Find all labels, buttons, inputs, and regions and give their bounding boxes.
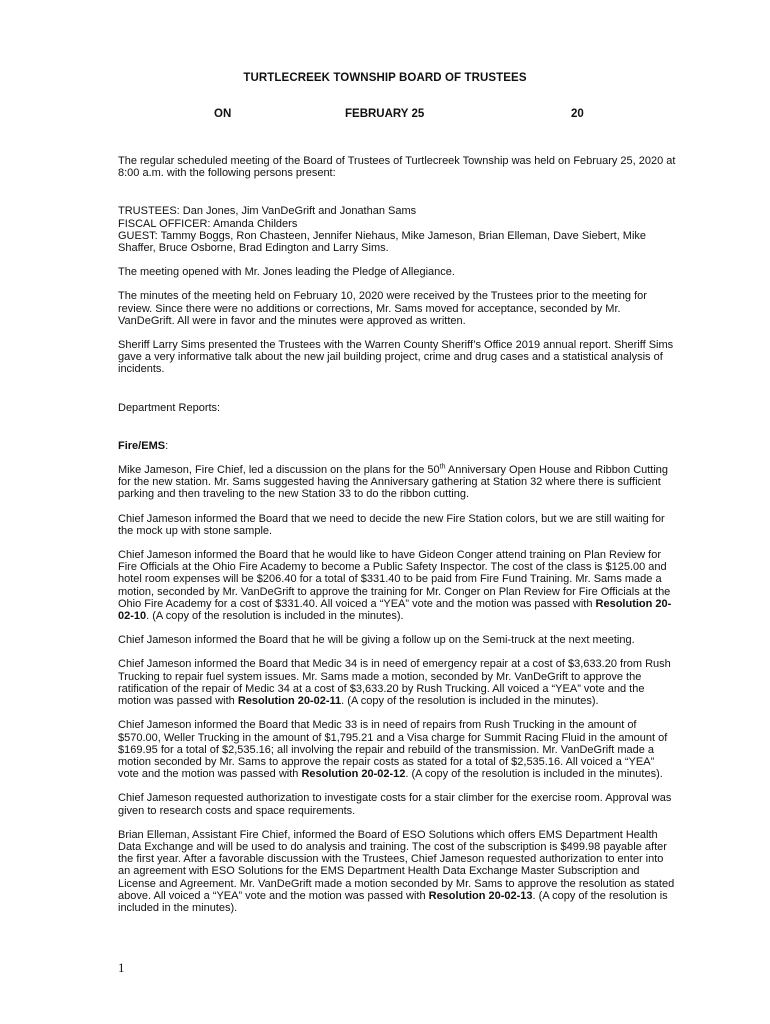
p6-text-b: . (A copy of the resolution is included in the minutes).: [405, 768, 663, 781]
resolution-20-02-11: Resolution 20-02-11: [237, 695, 342, 708]
p8-text-a: Brian Elleman, Assistant Fire Chief, informed the Board of ESO Solutions which offers EMS Department Health Data Exchange and will be used to do analysis and training. The cost of the subscription is $499.98 payable after the first year. After a favorable discussion with the Trustees, Chief Jameson requested authorization to enter into an agreement with ESO Solutions for the EMS Department Health Data Exchange Master Subscription and License and Agreement. Mr. VanDeGrift made a motion seconded by Mr. Sams to approve the resolution as stated above. All voiced a “YEA” vote and the motion was passed with: [118, 828, 675, 902]
p1-superscript: th: [439, 463, 446, 471]
fire-ems-heading-text: Fire/EMS: [118, 439, 166, 452]
date-on: ON: [214, 108, 232, 120]
p6-text-a: Chief Jameson informed the Board that Medic 33 is in need of repairs from Rush Trucking in the amount of $570.00, Weller Trucking in the amount of $1,795.21 and a Visa charge for Summit Racing Fluid in the amount of $169.95 for a total of $2,535.16; all involving the repair and rebuild of the transmission. Mr. VanDeGrift made a motion seconded by Mr. Sams to approve the repair costs as stated for a total of $2,535.16. All voiced a “YEA” vote and the motion was passed with: [118, 719, 668, 781]
p8-text-b: . (A copy of the resolution is included in the minutes).: [118, 889, 668, 914]
attendees-block: [118, 205, 678, 254]
resolution-20-02-12: Resolution 20-02-12: [301, 768, 406, 781]
p1-text-a: Mike Jameson, Fire Chief, led a discussion on the plans for the 50: [118, 464, 440, 477]
sheriff-paragraph: Sheriff Larry Sims presented the Trustees with the Warren County Sheriff’s Office 2019 annual report. Sheriff Sims gave a very informative talk about the new jail building project, crime and drug cases and a statistical analysis of incidents.: [118, 339, 674, 376]
minutes-paragraph: The minutes of the meeting held on February 10, 2020 were received by the Trustees prior to the meeting for review. Since there were no additions or corrections, Mr. Sams moved for acceptance, seconded by Mr. VanDeGrift. All were in favor and the minutes were approved as written.: [118, 290, 647, 327]
trustees-line: TRUSTEES: Dan Jones, Jim VanDeGrift and Jonathan Sams: [118, 205, 417, 218]
p1-text-b: Anniversary Open House and Ribbon Cutting for the new station. Mr. Sams suggested having the Anniversary gathering at Station 32 where there is sufficient parking and then traveling to the new Station 33 to do the ribbon cutting.: [118, 464, 669, 501]
p5-text-a: Chief Jameson informed the Board that Medic 34 is in need of emergency repair at a cost of $3,633.20 from Rush Trucking to repair fuel system issues. Mr. Sams made a motion, seconded by Mr. VanDeGrift to approve the ratification of the repair of Medic 34 at a cost of $3,633.20 by Rush Trucking. All voiced a “YEA” vote and the motion was passed with: [118, 658, 671, 708]
opening-paragraph: The meeting opened with Mr. Jones leading the Pledge of Allegiance.: [118, 266, 455, 279]
fiscal-officer-line: FISCAL OFFICER: Amanda Childers: [118, 217, 298, 230]
fire-ems-paragraph-6: [118, 719, 678, 780]
fire-ems-paragraph-8: [118, 829, 678, 914]
intro-paragraph: The regular scheduled meeting of the Board of Trustees of Turtlecreek Township was held on February 25, 2020 at 8:00 a.m. with the following persons present:: [118, 155, 676, 180]
p3-text-a: Chief Jameson informed the Board that he would like to have Gideon Conger attend training on Plan Review for Fire Officials at the Ohio Fire Academy to become a Public Safety Inspector. The cost of the class is $125.00 and hotel room expenses will be $206.40 for a total of $331.40 to be paid from Fire Fund Training. Mr. Sams made a motion, seconded by Mr. VanDeGrift to approve the training for Mr. Conger on Plan Review for Fire Officials at the Ohio Fire Academy for a cost of $331.40. All voiced a “YEA” vote and the motion was passed with: [118, 549, 671, 610]
fire-ems-paragraph-4: Chief Jameson informed the Board that he will be giving a follow up on the Semi-truck at the next meeting.: [118, 634, 635, 647]
p5-text-b: . (A copy of the resolution is included in the minutes).: [341, 695, 599, 708]
resolution-20-02-13: Resolution 20-02-13: [428, 889, 533, 902]
date-year: 20: [571, 108, 584, 120]
fire-ems-heading-colon: :: [165, 439, 169, 452]
fire-ems-paragraph-7: Chief Jameson requested authorization to investigate costs for a stair climber for the exercise room. Approval was given to research costs and space requirements.: [118, 792, 672, 817]
page-number: 1: [118, 960, 125, 975]
fire-ems-paragraph-5: [118, 658, 678, 707]
guest-line: GUEST: Tammy Boggs, Ron Chasteen, Jennifer Niehaus, Mike Jameson, Brian Elleman, Dave Siebert, Mike Shaffer, Bruce Osborne, Brad Edington and Larry Sims.: [118, 229, 647, 255]
document-body: [118, 155, 678, 926]
fire-ems-paragraph-2: Chief Jameson informed the Board that we need to decide the new Fire Station colors, but we are still waiting for the mock up with stone sample.: [118, 512, 665, 537]
document-title: TURTLECREEK TOWNSHIP BOARD OF TRUSTEES: [243, 72, 527, 84]
fire-ems-paragraph-3: [118, 549, 678, 622]
p3-text-b: . (A copy of the resolution is included in the minutes).: [146, 610, 404, 623]
fire-ems-heading: [118, 440, 678, 452]
department-reports-heading: Department Reports:: [118, 401, 221, 414]
fire-ems-paragraph-1: [118, 464, 678, 501]
resolution-20-02-10: Resolution 20-02-10: [118, 597, 672, 623]
date-month-day: FEBRUARY 25: [345, 108, 425, 120]
